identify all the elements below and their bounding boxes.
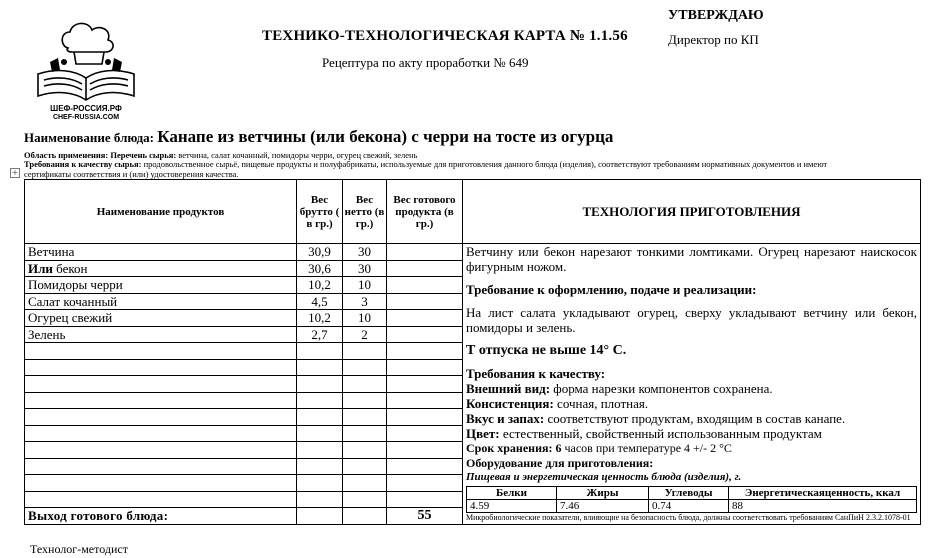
recipe-table xyxy=(24,179,921,525)
table-header-row xyxy=(25,180,921,244)
taste-smell: Вкус и запах: соответствуют продуктам, входящим в состав канапе. xyxy=(466,411,846,426)
color: Цвет: естественный, свойственный использованным продуктам xyxy=(466,426,822,441)
document-subtitle: Рецептура по акту проработки № 649 xyxy=(322,55,529,70)
approve-label: УТВЕРЖДАЮ xyxy=(668,8,764,23)
chef-russia-logo xyxy=(30,18,142,124)
storage-period: Срок хранения: 6 часов при температуре 4 +/- 2 °С xyxy=(466,441,732,455)
product-name: Огурец свежий xyxy=(25,310,297,327)
header-finished-weight: Вес готового продукта (в гр.) xyxy=(387,180,463,244)
equipment: Оборудование для приготовления: xyxy=(466,456,654,470)
header-net-weight: Вес нетто (в гр.) xyxy=(343,180,387,244)
finished-weight xyxy=(387,310,463,327)
finished-weight xyxy=(387,326,463,343)
table-move-handle-icon[interactable]: + xyxy=(11,168,19,177)
document-title: ТЕХНИКО-ТЕХНОЛОГИЧЕСКАЯ КАРТА № 1.1.56 xyxy=(262,28,628,44)
carbs-header: Углеводы xyxy=(649,487,729,500)
nutrition-table xyxy=(466,486,917,513)
product-name: Или бекон xyxy=(25,260,297,277)
net-weight: 3 xyxy=(343,293,387,310)
design-title: Требование к оформлению, подаче и реализации: xyxy=(466,282,757,297)
nutrition-value-row xyxy=(467,500,917,513)
gross-weight: 2,7 xyxy=(297,326,343,343)
table-row xyxy=(25,244,921,261)
raw-materials-label: Перечень сырья: xyxy=(110,150,177,160)
proteins-header: Белки xyxy=(467,487,557,500)
finished-weight xyxy=(387,293,463,310)
dish-name-line xyxy=(24,127,613,147)
technologist-signature: Технолог-методист xyxy=(30,542,128,556)
quality-requirements-label: Требования к качеству сырья: xyxy=(24,159,142,169)
header-gross-weight: Вес брутто ( в гр.) xyxy=(297,180,343,244)
output-value: 55 xyxy=(387,508,463,525)
energy-value: 88 xyxy=(729,500,917,513)
output-label: Выход готового блюда: xyxy=(25,508,297,525)
gross-weight: 4,5 xyxy=(297,293,343,310)
finished-weight xyxy=(387,244,463,261)
logo-line-ru: ШЕФ-РОССИЯ.РФ xyxy=(50,104,122,113)
fats-header: Жиры xyxy=(557,487,649,500)
fats-value: 7.46 xyxy=(557,500,649,513)
header-technology: ТЕХНОЛОГИЯ ПРИГОТОВЛЕНИЯ xyxy=(463,180,921,244)
finished-weight xyxy=(387,260,463,277)
microbiology-note: Микробиологические показатели, влияющие на безопасность блюда, должны соответствовать требованиям СанПиН 2.3.2.1078-01 xyxy=(466,513,911,522)
dish-name: Канапе из ветчины (или бекона) с черри на тосте из огурца xyxy=(157,127,614,146)
serving-temperature: Т отпуска не выше 14° С. xyxy=(466,343,627,358)
quality-title: Требования к качеству: xyxy=(466,366,606,381)
approver-position: Директор по КП xyxy=(668,32,759,47)
carbs-value: 0.74 xyxy=(649,500,729,513)
quality-requirements-text: продовольственное сырьё, пищевые продукты и полуфабрикаты, используемые для приготовления данного блюда (изделия), соответствуют требованиям нормативных документов и имеют xyxy=(141,159,828,169)
gross-weight: 10,2 xyxy=(297,310,343,327)
gross-weight: 10,2 xyxy=(297,277,343,294)
net-weight: 30 xyxy=(343,260,387,277)
finished-weight xyxy=(387,277,463,294)
nutrition-title: Пищевая и энергетическая ценность блюда (изделия), г. xyxy=(466,471,742,483)
net-weight: 2 xyxy=(343,326,387,343)
product-name: Салат кочанный xyxy=(25,293,297,310)
logo-line-en: CHEF-RUSSIA.COM xyxy=(52,114,120,121)
header-product-name: Наименование продуктов xyxy=(25,180,297,244)
energy-header: Энергетическаяценность, ккал xyxy=(729,487,917,500)
proteins-value: 4.59 xyxy=(467,500,557,513)
consistency: Консистенция: сочная, плотная. xyxy=(466,396,649,411)
product-name: Ветчина xyxy=(25,244,297,261)
technology-cell xyxy=(463,244,921,525)
nutrition-header-row xyxy=(467,487,917,500)
product-name: Помидоры черри xyxy=(25,277,297,294)
gross-weight: 30,9 xyxy=(297,244,343,261)
design-text: На лист салата укладывают огурец, сверху укладывают ветчину или бекон, помидоры и зелень. xyxy=(466,305,917,335)
product-name: Зелень xyxy=(25,326,297,343)
quality-requirements-line-2: сертификаты соответствия и (или) удостоверения качества. xyxy=(24,169,239,179)
net-weight: 30 xyxy=(343,244,387,261)
net-weight: 10 xyxy=(343,277,387,294)
net-weight: 10 xyxy=(343,310,387,327)
raw-materials-list: ветчина, салат кочанный, помидоры черри, огурец свежий, зелень xyxy=(176,150,418,160)
quality-requirements-line xyxy=(24,159,827,169)
appearance: Внешний вид: форма нарезки компонентов сохранена. xyxy=(466,381,773,396)
scope-label: Область применения: xyxy=(24,150,111,160)
chef-hat-book-icon xyxy=(30,18,142,106)
dish-name-label: Наименование блюда: xyxy=(24,130,158,145)
tech-intro: Ветчину или бекон нарезают тонкими ломтиками. Огурец нарезают наискосок фигурным ножом. xyxy=(466,244,917,274)
gross-weight: 30,6 xyxy=(297,260,343,277)
